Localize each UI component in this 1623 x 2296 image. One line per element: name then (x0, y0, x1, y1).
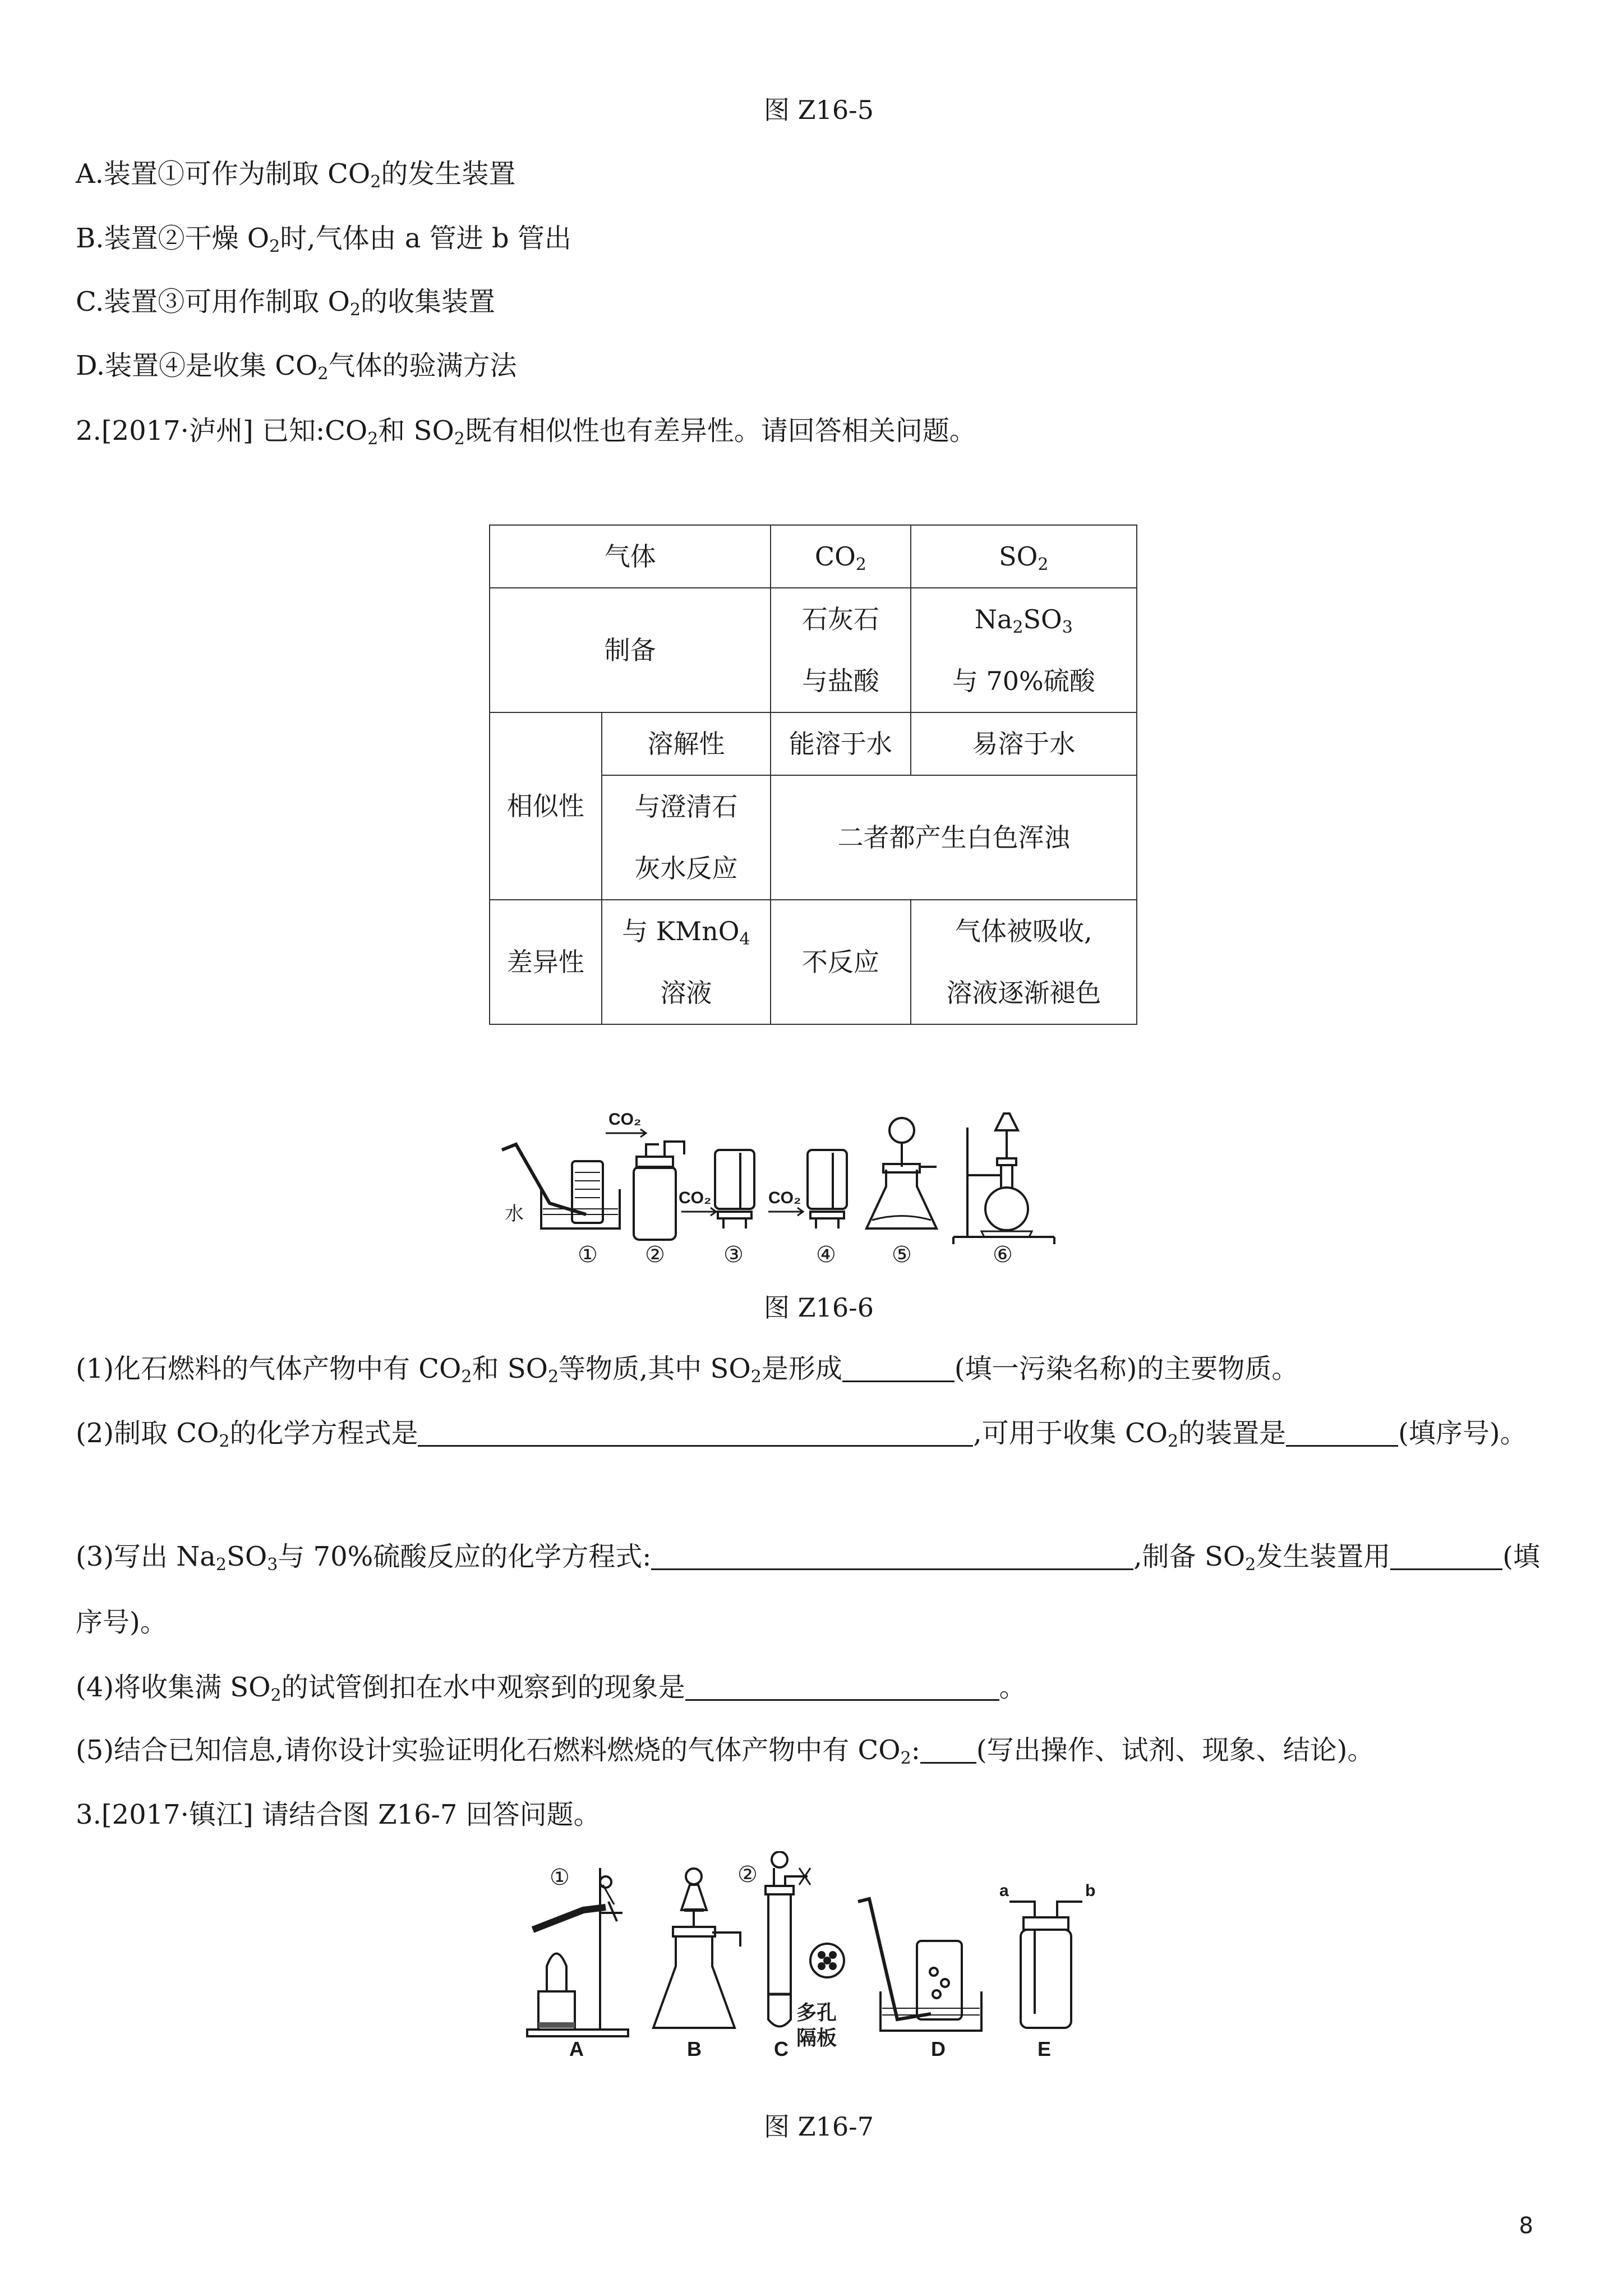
question-3-stem: 3.[2017·镇江] 请结合图 Z16-7 回答问题。 (76, 1799, 601, 1830)
apparatus-3-bottle (715, 1150, 754, 1228)
label-e: E (1038, 2037, 1052, 2059)
prep-label: 制备 (490, 588, 771, 712)
apparatus-4-bottle (808, 1150, 847, 1228)
option-a: A.装置①可作为制取 $CO_2$的发生装置 (76, 158, 516, 192)
tube-b-label: b (1085, 1881, 1096, 1900)
label-2: ② (645, 1243, 665, 1267)
answer-blank[interactable] (1286, 1419, 1398, 1447)
figure-caption-z16-6: 图 Z16-6 (764, 1292, 874, 1323)
answer-blank[interactable] (651, 1543, 1133, 1570)
kmno4-so2: 气体被吸收, 溶液逐渐褪色 (911, 900, 1137, 1024)
label-b: B (687, 2037, 702, 2059)
label-1: ① (578, 1243, 598, 1267)
kmno4-label: 与 KMnO$_4$ 溶液 (602, 900, 771, 1024)
co2-label: CO₂ (608, 1110, 642, 1129)
apparatus-a-heating (527, 1868, 628, 2036)
sub-question-4: (4)将收集满 $SO_2$的试管倒扣在水中观察到的现象是 。 (76, 1672, 1026, 1705)
figure-caption-z16-5: 图 Z16-5 (764, 95, 874, 125)
table-row (490, 525, 1137, 588)
limewater-label: 与澄清石 灰水反应 (602, 775, 771, 900)
co2-label: CO₂ (679, 1189, 712, 1207)
apparatus-c-tube (766, 1852, 844, 2027)
mark-1: ① (550, 1865, 570, 1890)
header-co2: $CO_2$ (771, 525, 911, 588)
sub-question-2: (2)制取 $CO_2$的化学方程式是 ,可用于收集 $CO_2$的装置是 (填序号)。 (76, 1418, 1527, 1451)
similarity-label: 相似性 (490, 712, 602, 900)
comparison-table (489, 524, 1137, 1025)
label-6: ⑥ (993, 1243, 1013, 1267)
sub-question-3-cont: 序号)。 (76, 1607, 167, 1638)
figure-caption-z16-7: 图 Z16-7 (764, 2111, 874, 2142)
solubility-so2: 易溶于水 (911, 712, 1137, 775)
question-number: 2. (76, 415, 102, 447)
sub-question-5: (5)结合已知信息,请你设计实验证明化石燃料燃烧的气体产物中有 $CO_2$: (写出操作、试剂、现象、结论)。 (76, 1734, 1375, 1768)
question-source: [2017·泸州] (101, 415, 253, 447)
table-row (490, 712, 1137, 775)
header-so2: $SO_2$ (911, 525, 1137, 588)
tube-a-label: a (999, 1881, 1009, 1900)
porous-plate-label: 隔板 (796, 2026, 837, 2049)
question-source: [2017·镇江] (101, 1799, 253, 1830)
porous-plate-label: 多孔 (796, 2001, 837, 2024)
kmno4-co2: 不反应 (771, 900, 911, 1024)
answer-blank[interactable] (418, 1419, 973, 1447)
sub-question-3: (3)写出 $Na_2SO_3$与 70%硫酸反应的化学方程式: ,制备 $SO_2$发生装置用 (填 (76, 1541, 1541, 1575)
solubility-label: 溶解性 (602, 712, 771, 775)
apparatus-2-wash-bottle (634, 1142, 684, 1240)
label-5: ⑤ (892, 1243, 912, 1267)
prep-so2: $Na_2SO_3$ 与 70%硫酸 (911, 588, 1137, 712)
label-4: ④ (816, 1243, 836, 1267)
apparatus-e-bottle (1009, 1902, 1082, 2028)
prep-co2: 石灰石 与盐酸 (771, 588, 911, 712)
option-c: C.装置③可用作制取 $O_2$的收集装置 (76, 286, 495, 320)
sub-question-1: (1)化石燃料的气体产物中有 $CO_2$和 $SO_2$等物质,其中 $SO_2$是形成 (填一污染名称)的主要物质。 (76, 1353, 1299, 1387)
solubility-co2: 能溶于水 (771, 712, 911, 775)
limewater-result: 二者都产生白色浑浊 (771, 775, 1137, 900)
mark-2: ② (737, 1862, 758, 1887)
table-row (490, 588, 1137, 712)
figure-z16-6 (494, 1094, 1133, 1279)
apparatus-6-stand-flask (953, 1114, 1054, 1244)
label-c: C (774, 2037, 789, 2059)
answer-blank[interactable] (842, 1355, 955, 1382)
option-b: B.装置②干燥 $O_2$时,气体由 a 管进 b 管出 (76, 223, 571, 256)
label-a: A (569, 2037, 584, 2059)
apparatus-d-trough (858, 1899, 981, 2031)
question-2-stem: 2.[2017·泸州] 已知$:CO_2$和 $SO_2$既有相似性也有差异性。请回答相关问题。 (76, 415, 976, 449)
figure-z16-7 (516, 1851, 1122, 2059)
co2-label: CO₂ (768, 1189, 801, 1207)
question-number: 3. (76, 1799, 102, 1830)
table-row (490, 900, 1137, 1024)
apparatus-5-flask (866, 1118, 937, 1228)
answer-blank[interactable] (920, 1736, 976, 1764)
difference-label: 差异性 (490, 900, 602, 1024)
label-3: ③ (723, 1243, 744, 1267)
water-label: 水 (505, 1203, 524, 1225)
answer-blank[interactable] (1390, 1543, 1502, 1570)
answer-blank[interactable] (685, 1673, 999, 1701)
header-gas: 气体 (490, 525, 771, 588)
option-d: D.装置④是收集 $CO_2$气体的验满方法 (76, 350, 517, 384)
label-d: D (931, 2037, 946, 2059)
apparatus-b-flask (653, 1869, 740, 2028)
page-number: 8 (1519, 2213, 1533, 2239)
